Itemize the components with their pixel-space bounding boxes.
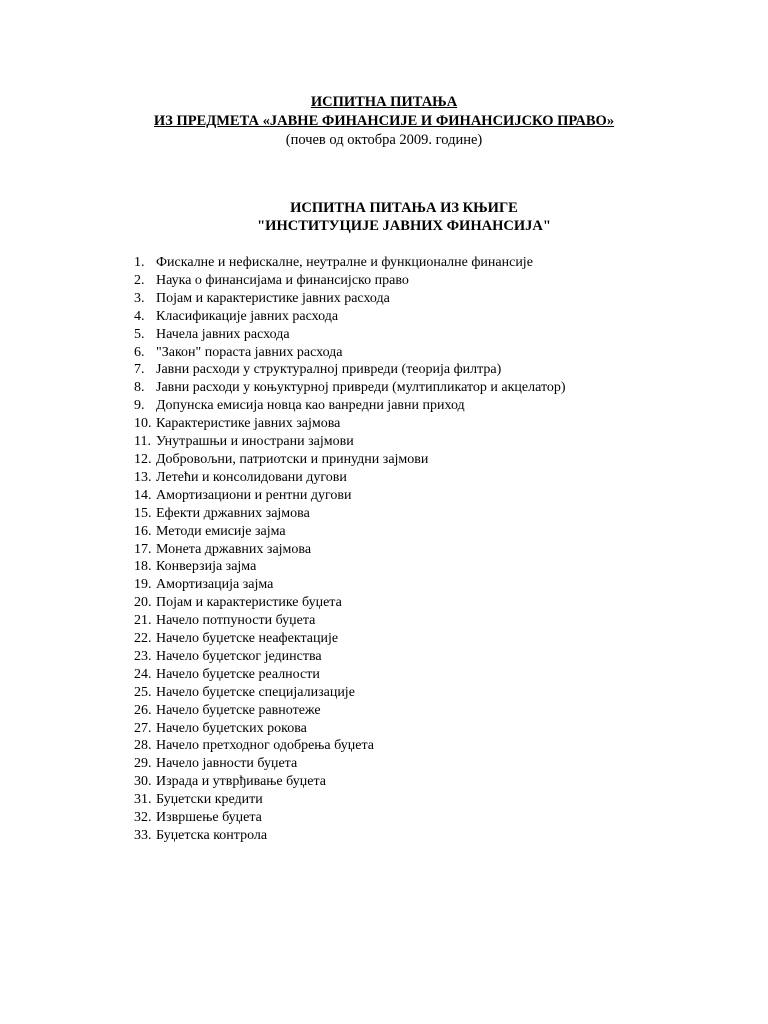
question-text: Буџетски кредити bbox=[156, 792, 263, 808]
question-item bbox=[134, 773, 566, 791]
question-number: 10. bbox=[134, 416, 152, 432]
question-number: 32. bbox=[134, 810, 152, 826]
question-item bbox=[134, 254, 566, 272]
question-item bbox=[134, 594, 566, 612]
question-number: 20. bbox=[134, 595, 152, 611]
question-item bbox=[134, 755, 566, 773]
question-number: 30. bbox=[134, 774, 152, 790]
question-number: 15. bbox=[134, 505, 152, 521]
question-text: Начела јавних расхода bbox=[156, 326, 290, 342]
question-text: Начело буџетског јединства bbox=[156, 648, 322, 664]
question-item bbox=[134, 576, 566, 594]
question-text: Начело буџетске равнотеже bbox=[156, 702, 321, 718]
question-text: Монета државних зајмова bbox=[156, 541, 312, 557]
question-text: Начело буџетске неафектације bbox=[156, 631, 339, 647]
question-number: 11. bbox=[134, 434, 151, 450]
question-number: 19. bbox=[134, 577, 152, 593]
question-item bbox=[134, 791, 566, 809]
question-text: Методи емисије зајма bbox=[156, 523, 286, 539]
header-title: ИСПИТНА ПИТАЊА bbox=[310, 94, 458, 110]
question-number: 24. bbox=[134, 666, 152, 682]
header-date-note: (почев од октобра 2009. године) bbox=[285, 132, 483, 148]
question-number: 23. bbox=[134, 648, 152, 664]
question-text: Амортизациони и рентни дугови bbox=[156, 487, 352, 503]
question-item bbox=[134, 827, 566, 845]
question-number: 26. bbox=[134, 702, 152, 718]
question-text: Добровољни, патриотски и принудни зајмови bbox=[156, 451, 429, 467]
question-text: Начело буџетске реалности bbox=[156, 666, 320, 682]
question-number: 1. bbox=[134, 255, 145, 270]
question-text: Амортизација зајма bbox=[156, 577, 274, 593]
question-text: Појам и карактеристике јавних расхода bbox=[156, 290, 390, 306]
document-header bbox=[0, 93, 768, 150]
question-number: 9. bbox=[134, 398, 145, 414]
question-text: Јавни расходи у коњуктурној привреди (мултипликатор и акцелатор) bbox=[156, 380, 566, 396]
question-text: Начело потпуности буџета bbox=[156, 613, 316, 629]
question-number: 31. bbox=[134, 792, 152, 808]
question-text: Карактеристике јавних зајмова bbox=[156, 416, 341, 432]
question-item bbox=[134, 809, 566, 827]
question-item bbox=[134, 648, 566, 666]
question-text: Ефекти државних зајмова bbox=[156, 505, 310, 521]
question-item bbox=[134, 505, 566, 523]
question-item bbox=[134, 558, 566, 576]
question-number: 7. bbox=[134, 362, 145, 378]
question-item bbox=[134, 541, 566, 559]
question-text: Класификације јавних расхода bbox=[156, 308, 339, 324]
question-text: Конверзија зајма bbox=[156, 559, 257, 575]
question-number: 22. bbox=[134, 631, 152, 647]
question-number: 12. bbox=[134, 451, 152, 467]
question-text: Начело буџетске специјализације bbox=[156, 684, 355, 700]
question-number: 2. bbox=[134, 272, 145, 288]
book-title-block bbox=[0, 199, 768, 235]
question-text: "Закон" пораста јавних расхода bbox=[156, 344, 343, 360]
question-item bbox=[134, 397, 566, 415]
question-item bbox=[134, 487, 566, 505]
question-list bbox=[134, 254, 566, 845]
question-item bbox=[134, 326, 566, 344]
question-number: 8. bbox=[134, 380, 145, 396]
question-item bbox=[134, 415, 566, 433]
question-text: Буџетска контрола bbox=[156, 828, 268, 843]
question-item bbox=[134, 630, 566, 648]
question-number: 28. bbox=[134, 738, 152, 754]
question-item bbox=[134, 469, 566, 487]
question-number: 21. bbox=[134, 613, 152, 629]
question-text: Унутрашњи и инострани зајмови bbox=[156, 434, 354, 450]
question-item bbox=[134, 308, 566, 326]
question-number: 16. bbox=[134, 523, 152, 539]
question-text: Израда и утврђивање буџета bbox=[156, 774, 326, 790]
question-text: Појам и карактеристике буџета bbox=[156, 595, 342, 611]
question-item bbox=[134, 361, 566, 379]
question-text: Наука о финансијама и финансијско право bbox=[156, 272, 409, 288]
question-item bbox=[134, 433, 566, 451]
question-number: 6. bbox=[134, 344, 145, 360]
question-text: Летећи и консолидовани дугови bbox=[156, 469, 347, 485]
question-number: 5. bbox=[134, 326, 145, 342]
question-number: 13. bbox=[134, 469, 152, 485]
question-item bbox=[134, 702, 566, 720]
question-item bbox=[134, 612, 566, 630]
question-number: 29. bbox=[134, 756, 152, 772]
question-number: 17. bbox=[134, 541, 152, 557]
question-item bbox=[134, 272, 566, 290]
question-item bbox=[134, 451, 566, 469]
question-item bbox=[134, 720, 566, 738]
header-subject: ИЗ ПРЕДМЕТА «ЈАВНЕ ФИНАНСИЈЕ И ФИНАНСИЈСКО ПРАВО» bbox=[153, 113, 615, 129]
book-title-line2: "ИНСТИТУЦИЈЕ ЈАВНИХ ФИНАНСИЈА" bbox=[257, 218, 551, 234]
question-item bbox=[134, 344, 566, 362]
question-text: Извршење буџета bbox=[156, 810, 262, 826]
question-number: 3. bbox=[134, 290, 145, 306]
question-number: 33. bbox=[134, 828, 152, 843]
question-number: 18. bbox=[134, 559, 152, 575]
question-text: Начело буџетских рокова bbox=[156, 720, 307, 736]
question-number: 14. bbox=[134, 487, 152, 503]
question-item bbox=[134, 684, 566, 702]
book-title-line1: ИСПИТНА ПИТАЊА ИЗ КЊИГЕ bbox=[290, 200, 518, 216]
question-text: Начело претходног одобрења буџета bbox=[156, 738, 374, 754]
question-text: Јавни расходи у структуралној привреди (теорија филтра) bbox=[156, 362, 502, 378]
question-item bbox=[134, 379, 566, 397]
question-text: Начело јавности буџета bbox=[156, 756, 298, 772]
question-number: 25. bbox=[134, 684, 152, 700]
question-item bbox=[134, 290, 566, 308]
question-text: Фискалне и нефискалне, неутралне и функционалне финансије bbox=[156, 255, 533, 270]
question-item bbox=[134, 523, 566, 541]
question-item bbox=[134, 737, 566, 755]
question-number: 4. bbox=[134, 308, 145, 324]
question-item bbox=[134, 666, 566, 684]
question-text: Допунска емисија новца као ванредни јавни приход bbox=[156, 398, 465, 414]
question-number: 27. bbox=[134, 720, 152, 736]
